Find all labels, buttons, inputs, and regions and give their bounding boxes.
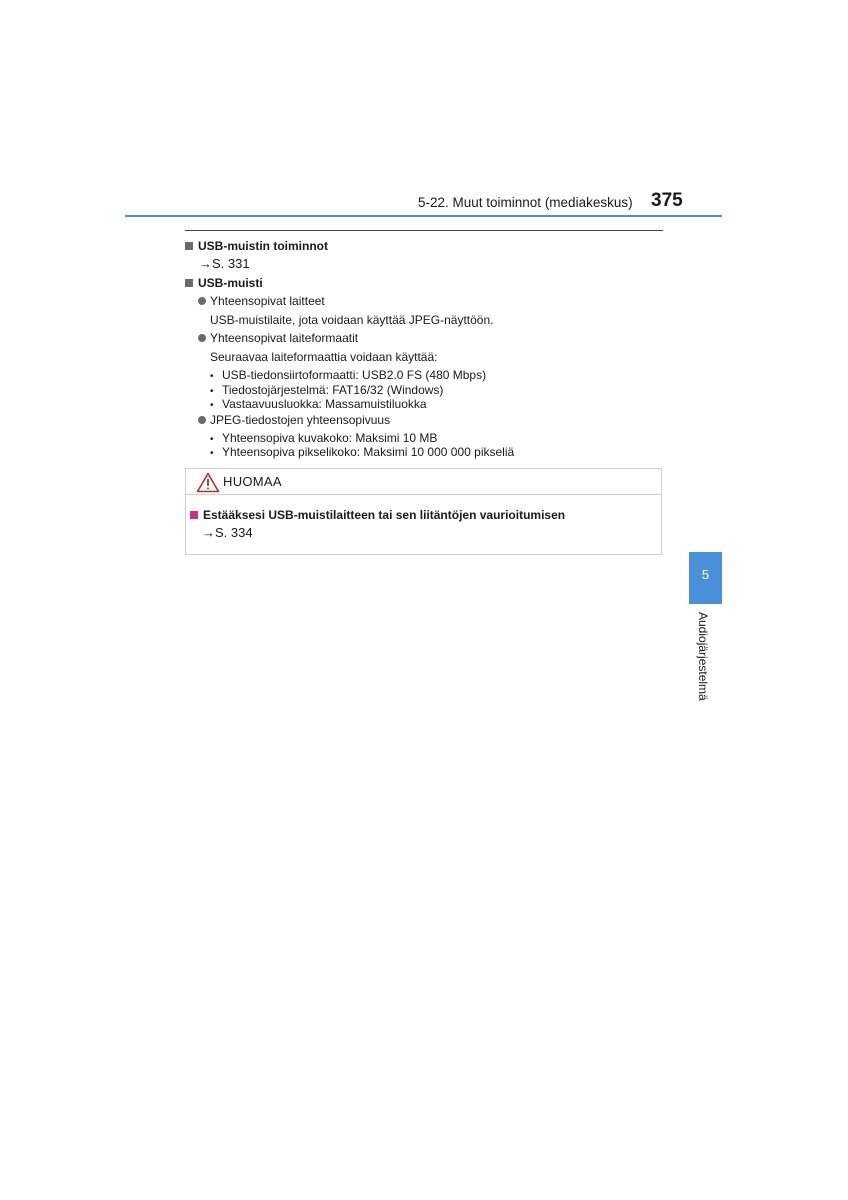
notice-heading: Estääksesi USB-muistilaitteen tai sen liitäntöjen vaurioitumisen [190, 508, 565, 522]
content-rule [185, 230, 663, 231]
section-title: 5-22. Muut toiminnot (mediakeskus) [418, 195, 633, 210]
circle-bullet-icon [198, 334, 206, 342]
list-item: • Yhteensopiva kuvakoko: Maksimi 10 MB [210, 431, 438, 445]
subheading-jpeg-compat: JPEG-tiedostojen yhteensopivuus [198, 413, 390, 427]
warning-icon [196, 472, 220, 493]
subheading-device-formats: Yhteensopivat laiteformaatit [198, 331, 358, 345]
square-bullet-icon [185, 242, 193, 250]
square-bullet-icon [190, 511, 198, 519]
device-formats-text: Seuraavaa laiteformaattia voidaan käyttää: [210, 350, 438, 364]
header-rule [125, 215, 722, 217]
heading-usb-memory: USB-muisti [185, 276, 263, 290]
notice-divider [185, 494, 662, 495]
notice-title: HUOMAA [223, 474, 282, 489]
circle-bullet-icon [198, 297, 206, 305]
list-item: • Tiedostojärjestelmä: FAT16/32 (Windows) [210, 383, 444, 397]
list-item: • Yhteensopiva pikselikoko: Maksimi 10 000 000 pikseliä [210, 445, 515, 459]
chapter-number: 5 [701, 567, 710, 582]
compatible-devices-text: USB-muistilaite, jota voidaan käyttää JPEG-näyttöön. [210, 313, 494, 327]
chapter-label: Audiojärjestelmä [696, 612, 710, 701]
list-item: • USB-tiedonsiirtoformaatti: USB2.0 FS (480 Mbps) [210, 368, 487, 382]
page-number: 375 [651, 190, 683, 211]
subheading-compatible-devices: Yhteensopivat laitteet [198, 294, 325, 308]
circle-bullet-icon [198, 416, 206, 424]
chapter-tab[interactable] [689, 552, 722, 604]
heading-usb-functions: USB-muistin toiminnot [185, 239, 328, 253]
page-ref-334[interactable]: →S. 334 [202, 525, 253, 540]
list-item: • Vastaavuusluokka: Massamuistiluokka [210, 397, 427, 411]
square-bullet-icon [185, 279, 193, 287]
page-ref-331[interactable]: →S. 331 [199, 256, 250, 271]
